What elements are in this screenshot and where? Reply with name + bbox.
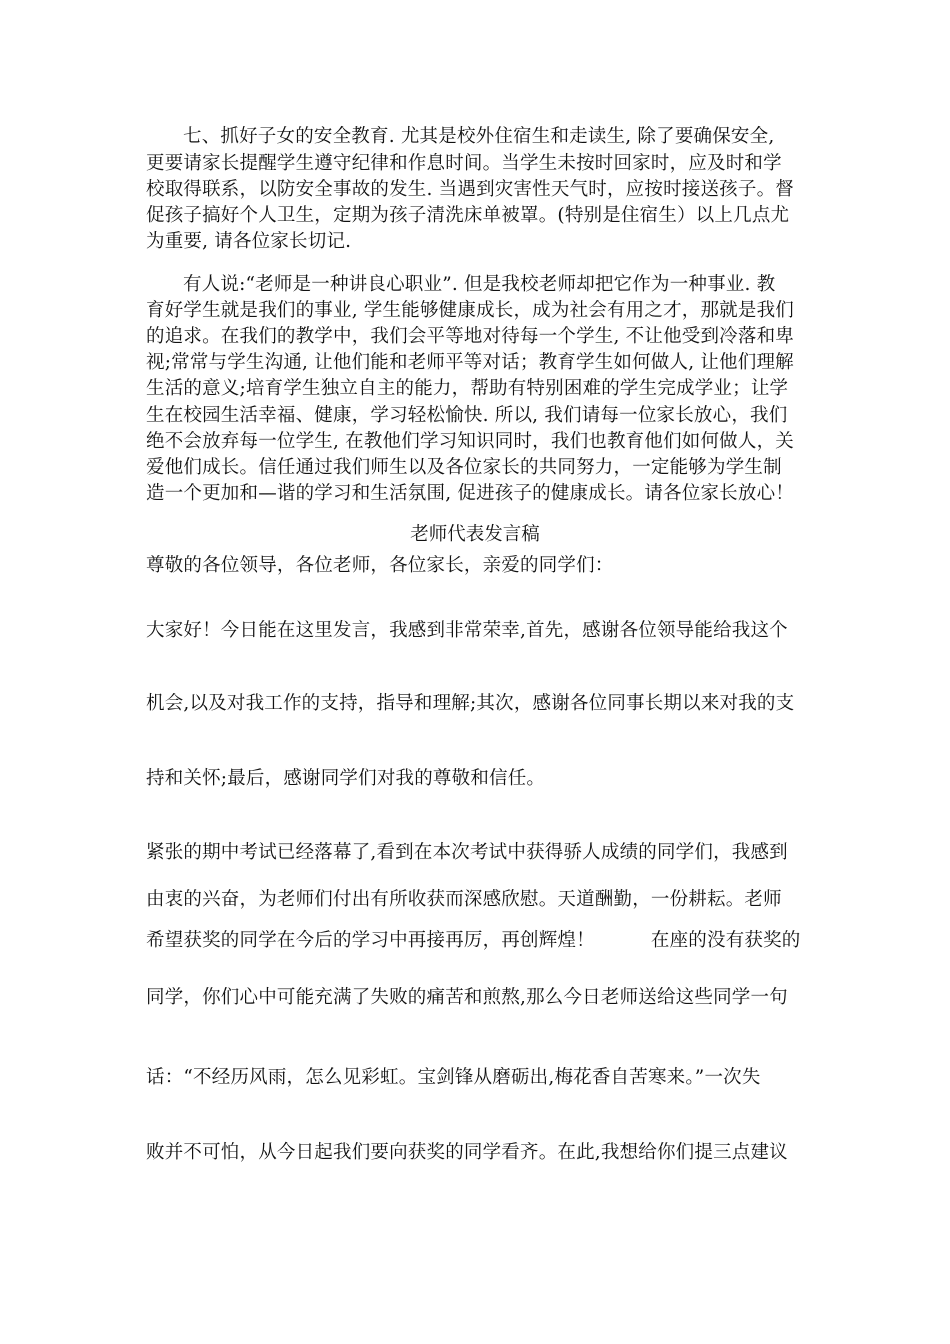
text-line: 的追求。在我们的教学中，我们会平等地对待每一个学生, 不让他受到冷落和卑 — [146, 326, 794, 347]
text-line: 生在校园生活幸福、健康，学习轻松愉快. 所以, 我们请每一位家长放心，我们 — [146, 405, 788, 426]
salutation: 尊敬的各位领导，各位老师，各位家长，亲爱的同学们： — [146, 555, 614, 576]
text-line: 败并不可怕，从今日起我们要向获奖的同学看齐。在此,我想给你们提三点建议 — [146, 1142, 788, 1163]
text-line: 紧张的期中考试已经落幕了,看到在本次考试中获得骄人成绩的同学们，我感到 — [146, 842, 788, 863]
text-line: 育好学生就是我们的事业, 学生能够健康成长，成为社会有用之才，那就是我们 — [146, 300, 794, 321]
text-line: 七、抓好子女的安全教育. 尤其是校外住宿生和走读生, 除了要确保安全, — [183, 126, 775, 147]
text-line: 视;常常与学生沟通, 让他们能和老师平等对话；教育学生如何做人, 让他们理解 — [146, 352, 794, 373]
speech-title: 老师代表发言稿 — [410, 524, 540, 545]
text-line: 由衷的兴奋，为老师们付出有所收获而深感欣慰。天道酬勤，一份耕耘。老师 — [146, 889, 782, 910]
text-line: 话：“不经历风雨，怎么见彩虹。宝剑锋从磨砺出,梅花香自苦寒来。”一次失 — [146, 1067, 761, 1088]
text-line: 有人说:“老师是一种讲良心职业”. 但是我校老师却把它作为一种事业. 教 — [183, 274, 776, 295]
text-line: 同学，你们心中可能充满了失败的痛苦和煎熬,那么今日老师送给这些同学一句 — [146, 987, 788, 1008]
text-line: 为重要, 请各位家长切记. — [146, 231, 352, 252]
text-line: 造一个更加和—谐的学习和生活氛围, 促进孩子的健康成长。请各位家长放心！ — [146, 483, 794, 504]
text-line: 促孩子搞好个人卫生，定期为孩子清洗床单被罩。(特别是住宿生）以上几点尤 — [146, 205, 790, 226]
text-line: 校取得联系，以防安全事故的发生. 当遇到灾害性天气时，应按时接送孩子。督 — [146, 179, 794, 200]
text-line: 机会,以及对我工作的支持，指导和理解;其次，感谢各位同事长期以来对我的支 — [146, 693, 795, 714]
text-line: 绝不会放弃每一位学生, 在教他们学习知识同时，我们也教育他们如何做人，关 — [146, 431, 794, 452]
text-line: 更要请家长提醒学生遵守纪律和作息时间。当学生未按时回家时，应及时和学 — [146, 153, 782, 174]
text-line: 希望获奖的同学在今后的学习中再接再厉，再创辉煌！ 在座的没有获奖的 — [146, 930, 801, 951]
text-line: 持和关怀;最后，感谢同学们对我的尊敬和信任。 — [146, 768, 546, 789]
text-line: 大家好！今日能在这里发言，我感到非常荣幸,首先，感谢各位领导能给我这个 — [146, 620, 788, 641]
text-line: 爱他们成长。信任通过我们师生以及各位家长的共同努力，一定能够为学生制 — [146, 457, 782, 478]
text-line: 生活的意义;培育学生独立自主的能力，帮助有特别困难的学生完成学业；让学 — [146, 378, 789, 399]
